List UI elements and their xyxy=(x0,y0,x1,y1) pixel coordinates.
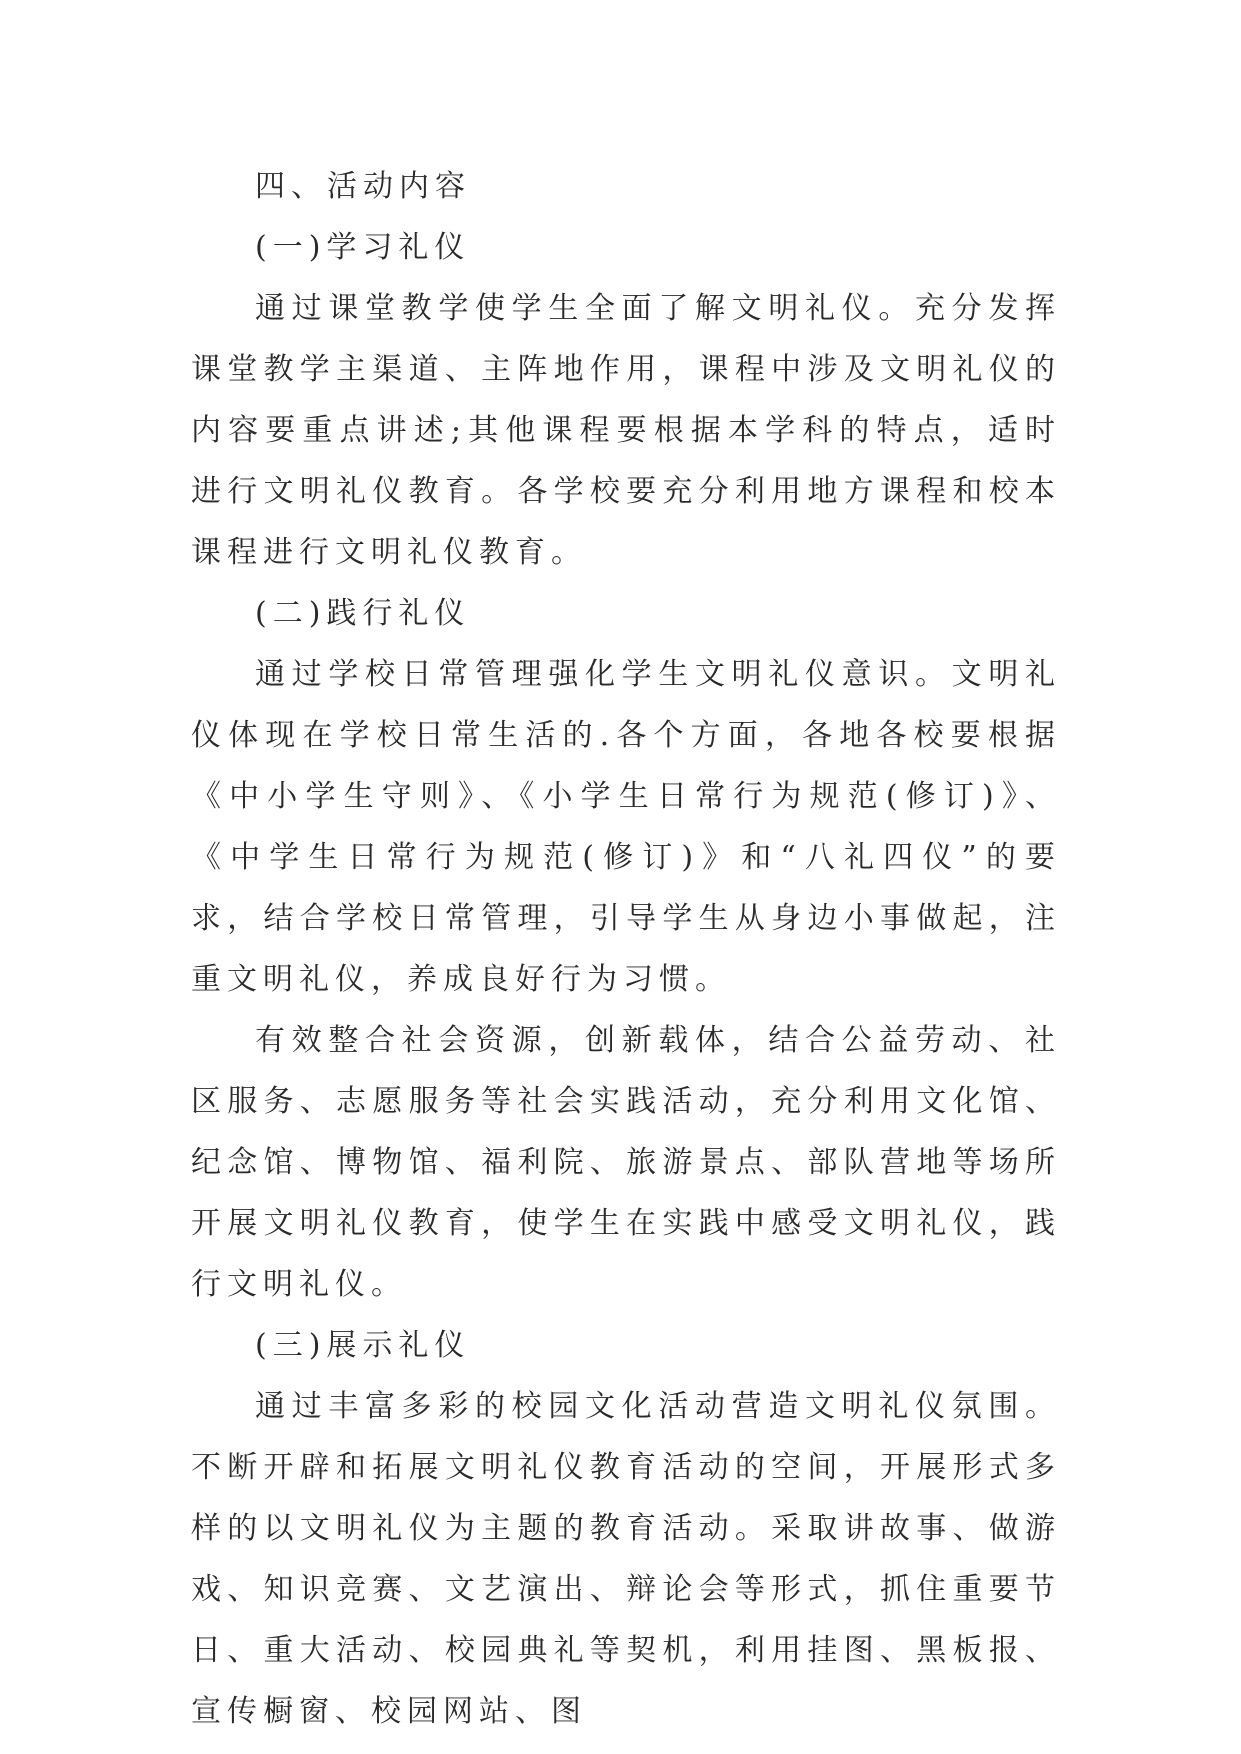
paragraph-classroom-teaching: 通过课堂教学使学生全面了解文明礼仪。充分发挥课堂教学主渠道、主阵地作用，课程中涉及文明礼仪的内容要重点讲述;其他课程要根据本学科的特点，适时进行文明礼仪教育。各学校要充分利用地方课程和校本课程进行文明礼仪教育。 xyxy=(191,291,1061,570)
paragraph-social-resources: 有效整合社会资源，创新载体，结合公益劳动、社区服务、志愿服务等社会实践活动，充分利用文化馆、纪念馆、博物馆、福利院、旅游景点、部队营地等场所开展文明礼仪教育，使学生在实践中感受文明礼仪，践行文明礼仪。 xyxy=(191,1023,1061,1302)
section-heading-activity-content: 四、活动内容 xyxy=(255,169,471,204)
paragraph-daily-management: 通过学校日常管理强化学生文明礼仪意识。文明礼仪体现在学校日常生活的.各个方面，各地各校要根据《中小学生守则》、《小学生日常行为规范(修订)》、《中学生日常行为规范(修订)》和“八礼四仪”的要求，结合学校日常管理，引导学生从身边小事做起，注重文明礼仪，养成良好行为习惯。 xyxy=(191,657,1061,997)
subsection-heading-show-etiquette: (三)展示礼仪 xyxy=(255,1328,471,1363)
document-body xyxy=(191,156,1061,1742)
subsection-heading-practice-etiquette: (二)践行礼仪 xyxy=(255,596,471,631)
paragraph-campus-culture: 通过丰富多彩的校园文化活动营造文明礼仪氛围。不断开辟和拓展文明礼仪教育活动的空间，开展形式多样的以文明礼仪为主题的教育活动。采取讲故事、做游戏、知识竞赛、文艺演出、辩论会等形式，抓住重要节日、重大活动、校园典礼等契机，利用挂图、黑板报、宣传橱窗、校园网站、图 xyxy=(191,1389,1061,1729)
subsection-heading-learn-etiquette: (一)学习礼仪 xyxy=(255,230,471,265)
